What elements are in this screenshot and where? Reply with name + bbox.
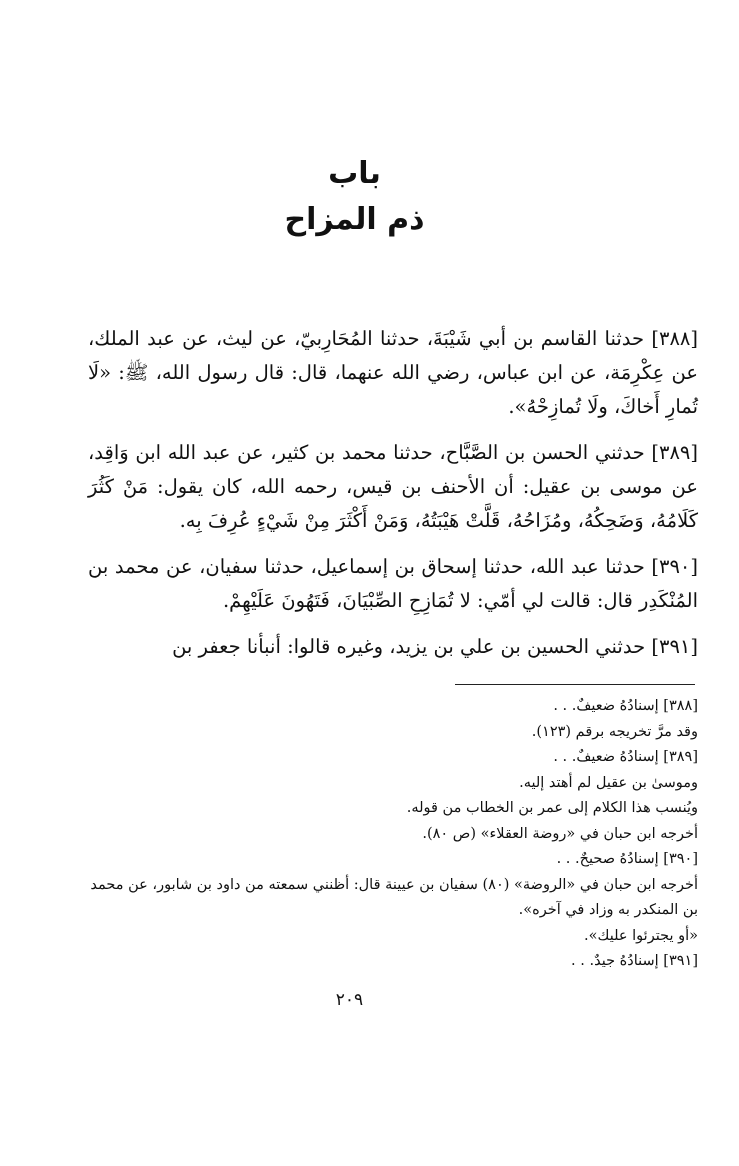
hadith-390: [٣٩٠] حدثنا عبد الله، حدثنا إسحاق بن إسماعيل، حدثنا سفيان، عن محمد بن المُنْكَدِر قال: قالت لي أمّي: لا تُمَازِحِ الصِّبْيَانَ، فَتَهُونَ عَلَيْهِمْ.: [88, 555, 698, 612]
hadith-text-block: [88, 322, 698, 676]
footnote-line: [٣٨٩] إسنادُهُ ضعيفٌ. . .: [553, 749, 698, 765]
hadith-388: [٣٨٨] حدثنا القاسم بن أبي شَيْبَةَ، حدثنا المُحَارِبيّ، عن ليث، عن عبد الملك، عن عِكْرِمَة، عن ابن عباس، رضي الله عنهما، قال: قال رسول الله، ﷺ: «لَا تُمارِ أَخاكَ، ولَا تُمازِحْهُ».: [88, 327, 698, 418]
footnote-line: [٣٨٨] إسنادُهُ ضعيفٌ. . .: [553, 698, 698, 714]
chapter-title-line1: باب: [328, 156, 381, 191]
footnote-line: أخرجه ابن حبان في «روضة العقلاء» (ص ٨٠).: [422, 825, 698, 842]
footnote-line: ويُنسب هذا الكلام إلى عمر بن الخطاب من قوله.: [406, 800, 698, 816]
page-number: ٢٠٩: [335, 990, 364, 1010]
footnote-divider: [455, 684, 695, 685]
footnote-line: وقد مرَّ تخريجه برقم (١٢٣).: [531, 723, 698, 740]
footnotes: [72, 694, 698, 975]
chapter-title-line2: ذم المزاح: [284, 202, 425, 237]
hadith-391: [٣٩١] حدثني الحسين بن علي بن يزيد، وغيره قالوا: أنبأنا جعفر بن: [172, 635, 698, 658]
footnote-line: [٣٩٠] إسنادُهُ صحيحٌ. . .: [556, 851, 698, 867]
footnote-line: [٣٩١] إسنادُهُ جيدٌ. . .: [571, 953, 698, 969]
footnote-line: وموسىٰ بن عقيل لم أهتد إليه.: [519, 774, 698, 791]
footnote-line: «أو يجترئوا عليك».: [584, 927, 698, 944]
hadith-389: [٣٨٩] حدثني الحسن بن الصَّبَّاح، حدثنا محمد بن كثير، عن عبد الله ابن وَاقِد، عن موسى بن عقيل: أن الأحنف بن قيس، رحمه الله، كان يقول: مَنْ كَثُرَ كَلَامُهُ، وَضَحِكُهُ، ومُزَاحُهُ، قَلَّتْ هَيْبَتُهُ، وَمَنْ أَكْثَرَ مِنْ شَيْءٍ عُرِفَ بِه.: [88, 441, 698, 532]
chapter-title: [0, 152, 739, 244]
footnote-line: أخرجه ابن حبان في «الروضة» (٨٠) سفيان بن عيينة قال: أظنني سمعته من داود بن شابور، عن محمد بن المنكدر به وزاد في آخره».: [90, 876, 698, 918]
